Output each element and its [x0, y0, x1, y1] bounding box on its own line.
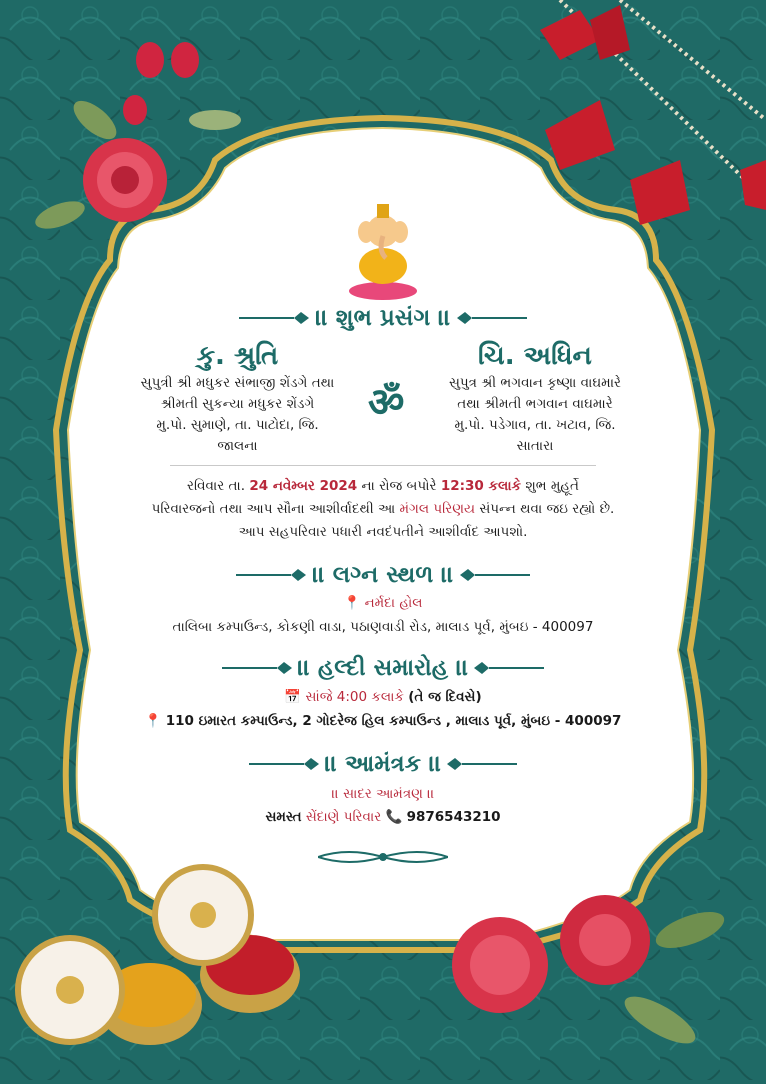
om-icon: ॐ: [368, 380, 405, 426]
haldi-time: સાંજે 4:00 કલાકે: [305, 689, 404, 705]
groom-line: સુપુત્ર શ્રી ભગવાન કૃષ્ણા વાઘમારે: [448, 375, 621, 391]
venue-title: ।। લગ્ન સ્થળ ।।: [312, 562, 454, 588]
ornament-right: [460, 568, 530, 582]
calendar-icon: 📅: [284, 689, 302, 705]
ornament-right: [474, 661, 544, 675]
ornament-left: [222, 661, 292, 675]
location-pin-icon: 📍: [144, 713, 162, 729]
ornament-right: [457, 311, 527, 325]
bride-line: મુ.પો. સુમાણે, તા. પાટોદા, જિ.: [156, 417, 319, 433]
header-title: ।। શુભ પ્રસંગ ।।: [315, 305, 451, 331]
haldi-address: 110 ઇમારત કમ્પાઉન્ડ, 2 ગોદરેજ હિલ કમ્પાઉન્ડ , માલાડ પૂર્વ, મુંબઇ - 400097: [165, 713, 622, 729]
haldi-time-row: [90, 689, 676, 705]
ornament-right: [447, 757, 517, 771]
inviter-title: ।। આમંત્રક ।।: [324, 751, 442, 777]
event-name: મંગલ પરિણય: [399, 501, 476, 517]
invitation-content: [90, 195, 676, 915]
header-heading: [90, 305, 676, 331]
text: પરિવારજનો તથા આપ સૌના આશીર્વાદથી આ: [151, 501, 396, 517]
inviter-subtitle: ।। સાદર આમંત્રણ ।।: [331, 786, 435, 802]
divider: [170, 465, 596, 466]
venue-heading: [90, 562, 676, 588]
invitation-line-2: [90, 501, 676, 517]
venue-name: નર્મદા હોલ: [364, 595, 423, 611]
inviter-heading: [90, 751, 676, 777]
bride-name: કુ. શ્રુતિ: [196, 341, 279, 371]
groom-name: ચિ. અધિન: [478, 341, 592, 371]
phone-icon: 📞: [385, 809, 403, 825]
text: ના રોજ બપોરે: [361, 478, 437, 494]
venue-name-row: [90, 595, 676, 611]
inviter-prefix: સમસ્ત: [265, 809, 302, 825]
invitation-line-1: [90, 478, 676, 494]
haldi-title: ।। હલ્દી સમારોહ ।।: [297, 655, 469, 681]
bride-details: [110, 373, 365, 457]
text: રવિવાર તા.: [187, 478, 246, 494]
bride-line: સુપુત્રી શ્રી મધુકર સંભાજી શેંડગે તથા: [140, 375, 335, 391]
haldi-address-row: [90, 713, 676, 729]
groom-details: [400, 373, 670, 457]
location-pin-icon: 📍: [343, 595, 361, 611]
bottom-ornament: [318, 847, 448, 867]
ornament-left: [249, 757, 319, 771]
inviter-phone[interactable]: 9876543210: [406, 809, 501, 825]
haldi-time-note: (તે જ દિવસે): [408, 689, 482, 705]
ornament-left: [236, 568, 306, 582]
venue-address: તાલિબા કમ્પાઉન્ડ, કોકણી વાડા, પઠાણવાડી રોડ, માલાડ પૂર્વ, મુંબઇ - 400097: [172, 619, 594, 635]
invitation-line-3: આપ સહપરિવાર પધારી નવદંપતીને આશીર્વાદ આપશો.: [238, 524, 528, 540]
text: સંપન્ન થવા જઇ રહ્યો છે.: [479, 501, 615, 517]
groom-line: સાતારા: [516, 438, 554, 454]
groom-line: મુ.પો. પડેગાવ, તા. ખટાવ, જિ.: [454, 417, 616, 433]
groom-line: તથા શ્રીમતી ભગવાન વાઘમારે: [457, 396, 613, 412]
inviter-family: સેંદાણે પરિવાર: [305, 809, 382, 825]
wedding-time: 12:30 કલાકે: [440, 478, 522, 494]
rose-icon: [452, 895, 729, 1052]
bride-line: શ્રીમતી સુકન્યા મધુકર શેંડગે: [160, 396, 315, 412]
inviter-row: [90, 809, 676, 825]
haldi-heading: [90, 655, 676, 681]
text: શુભ મુહૂર્તે: [525, 478, 579, 494]
bride-line: જાલના: [217, 438, 258, 454]
wedding-date: 24 નવેમ્બર 2024: [249, 478, 358, 494]
ornament-left: [239, 311, 309, 325]
